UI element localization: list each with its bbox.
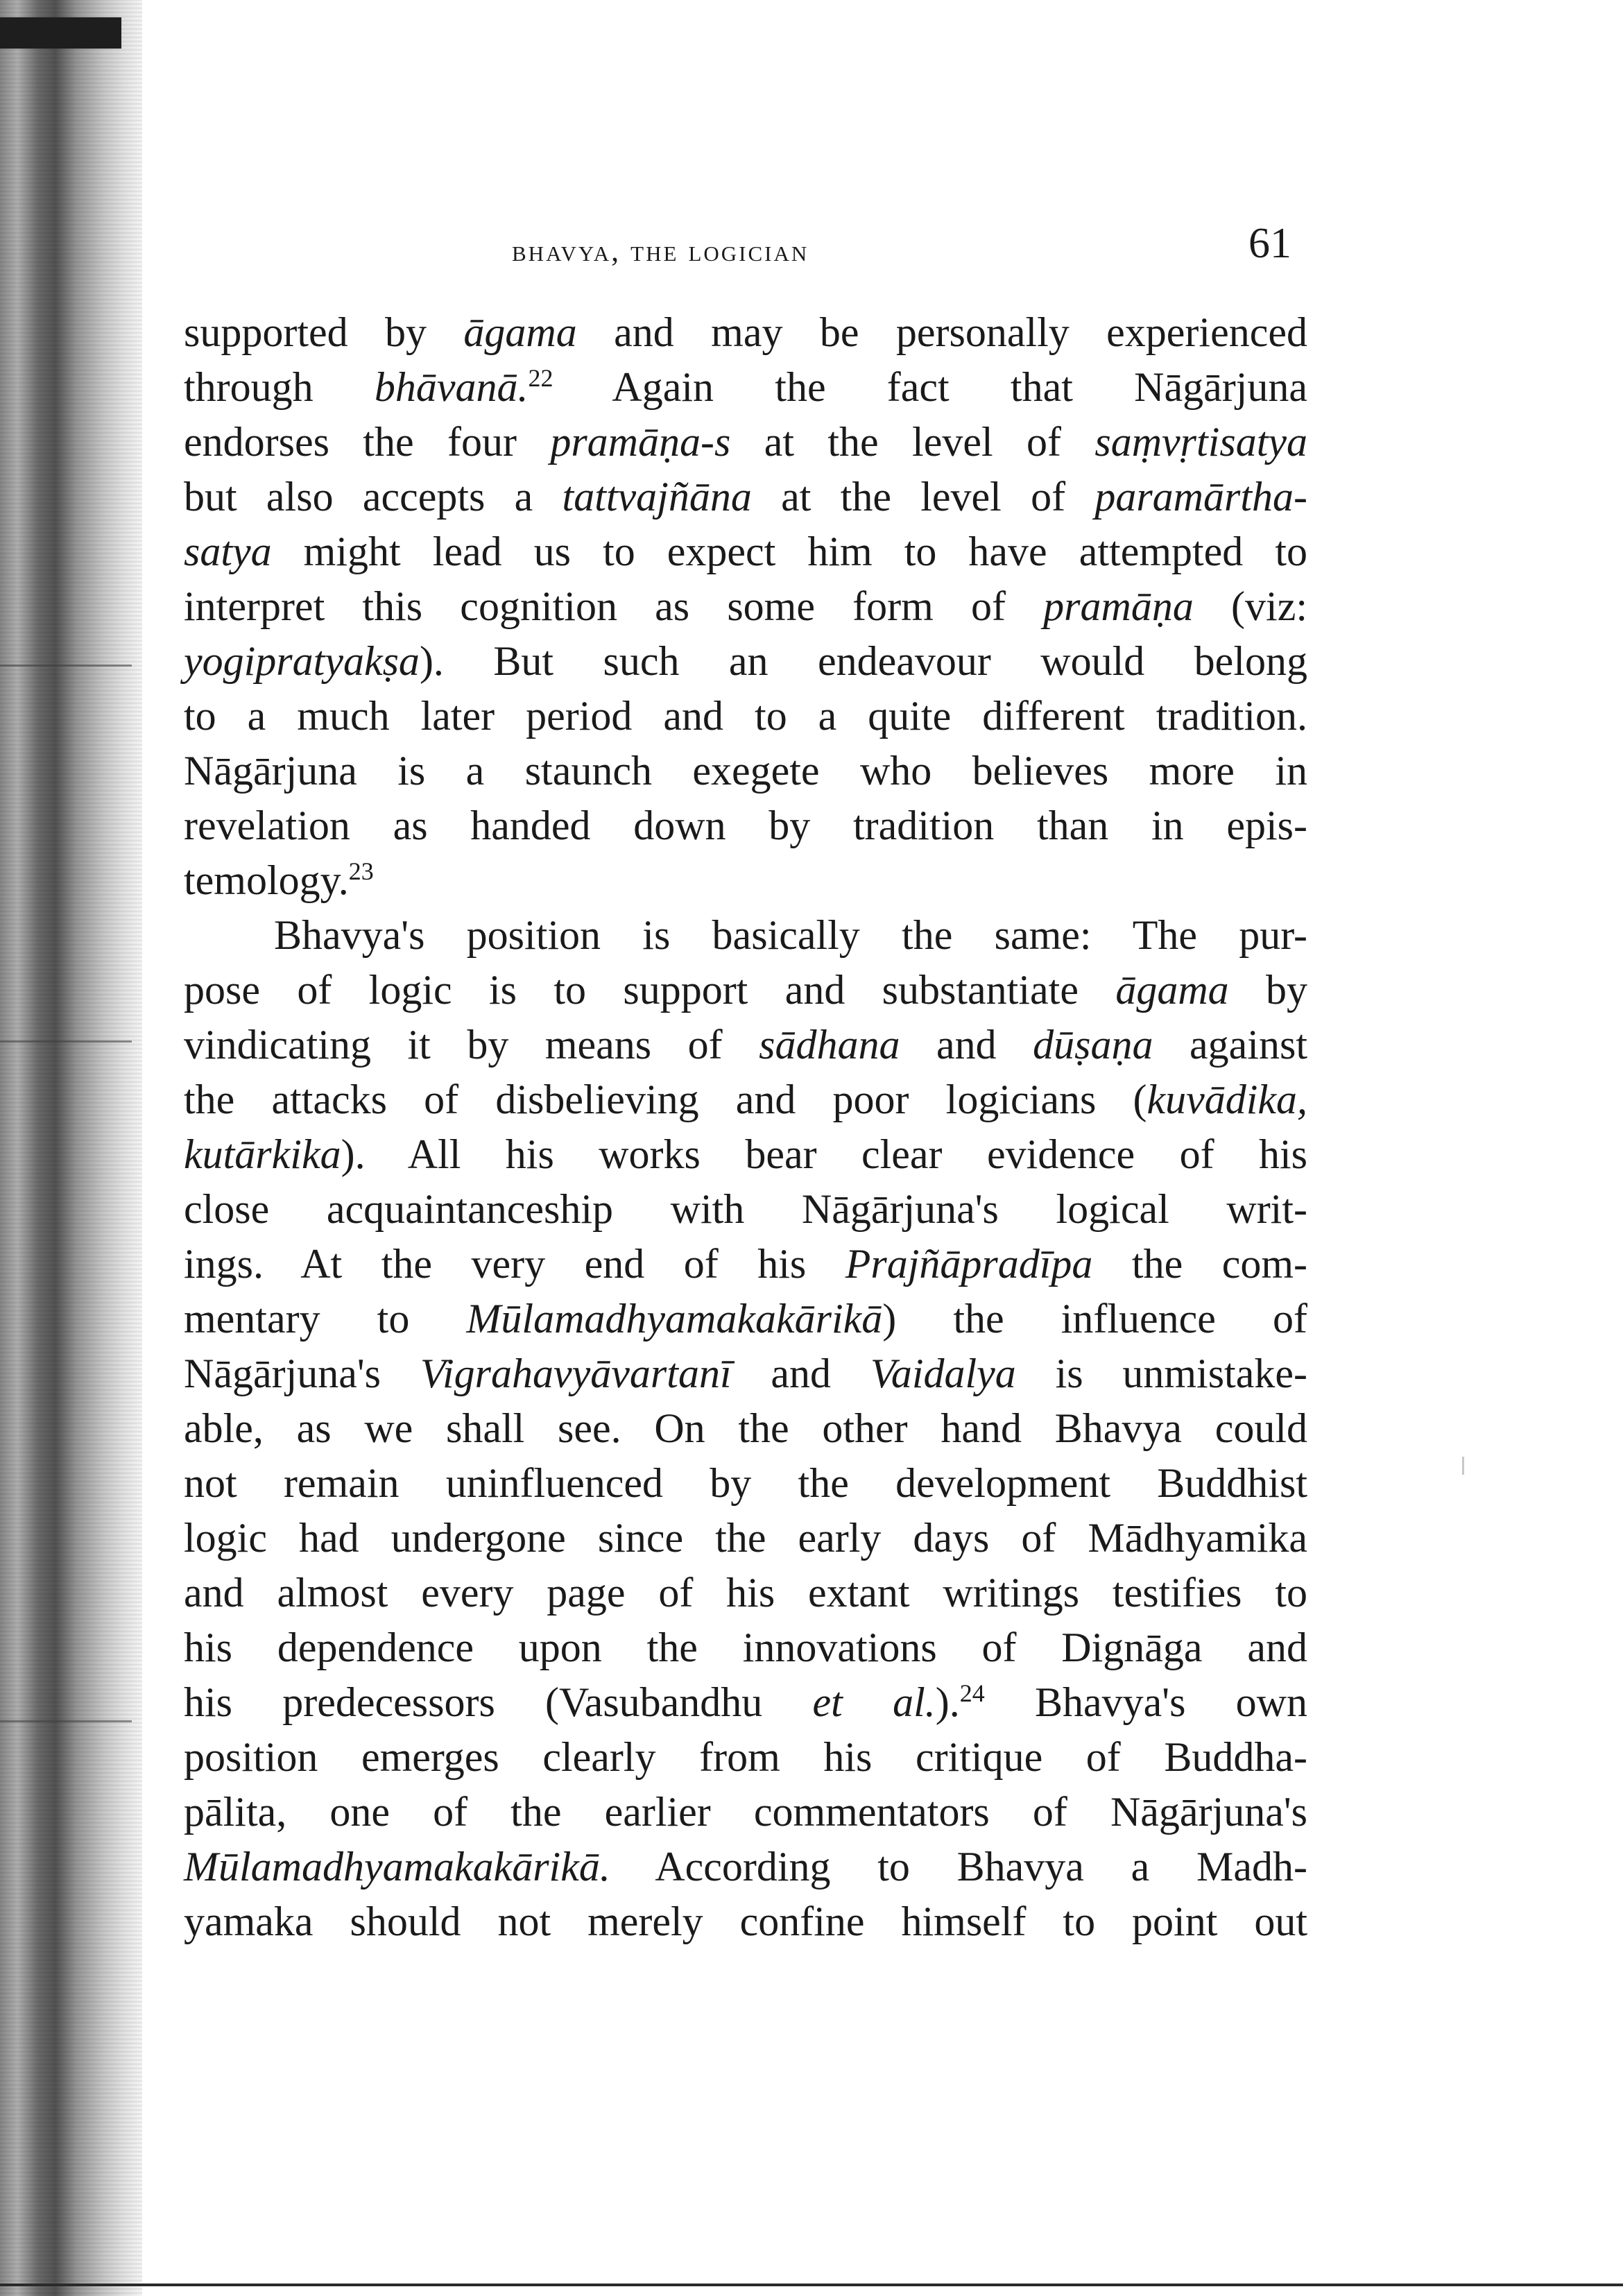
text-line: to a much later period and to a quite different tradition. [184,693,1307,739]
text-line: and almost every page of his extant writings testifies to [184,1570,1307,1616]
text-line: vindicating it by means of sādhana and dūṣaṇa against [184,1022,1307,1068]
text-line: not remain uninfluenced by the development Buddhist [184,1460,1307,1506]
text-line: pālita, one of the earlier commentators of Nāgārjuna's [184,1789,1307,1835]
text-line: pose of logic is to support and substantiate āgama by [184,967,1308,1013]
text-line: temology.$^{23}$ [184,857,374,903]
text-line: revelation as handed down by tradition than in epis- [184,803,1307,848]
scan-edge-mark [0,1040,132,1043]
text-line: mentary to Mūlamadhyamakakārikā) the influence of [184,1296,1307,1342]
scan-bottom-edge [0,2284,1623,2286]
text-line: Nāgārjuna is a staunch exegete who believes more in [184,748,1307,794]
scan-edge-mark [1462,1457,1464,1475]
footnote-ref: 24 [959,1679,985,1707]
body-text [184,305,1307,1949]
text-line: close acquaintanceship with Nāgārjuna's logical writ- [184,1186,1307,1232]
text-line: satya might lead us to expect him to have attempted to [184,529,1307,574]
scan-binding-shadow [0,0,142,2296]
footnote-ref: 23 [348,857,374,885]
text-line: Bhavya's position is basically the same: The pur- [274,912,1307,958]
page-number: 61 [1248,220,1291,267]
text-line: endorses the four pramāṇa-s at the level of saṃvṛtisatya [184,419,1308,465]
text-line: his dependence upon the innovations of Dignāga and [184,1625,1307,1670]
text-line: through bhāvanā.$^{22}$ Again the fact that Nāgārjuna [184,364,1307,410]
text-line: ings. At the very end of his Prajñāpradīpa the com- [184,1241,1307,1287]
text-line: supported by āgama and may be personally experienced [184,309,1307,355]
text-line: logic had undergone since the early days of Mādhyamika [184,1515,1307,1561]
text-line: Mūlamadhyamakakārikā. According to Bhavya a Madh- [184,1844,1307,1890]
text-line: his predecessors (Vasubandhu et al.).$^{24}$ Bhavya's own [184,1679,1307,1725]
text-line: Nāgārjuna's Vigrahavyāvartanī and Vaidalya is unmistake- [184,1351,1307,1396]
text-line: position emerges clearly from his critique of Buddha- [184,1734,1307,1780]
text-line: interpret this cognition as some form of pramāṇa (viz: [184,583,1308,629]
scan-edge-mark [0,17,121,49]
running-head: bhavya, the logician [512,234,809,268]
text-line: the attacks of disbelieving and poor logicians (kuvādika, [184,1077,1307,1122]
footnote-ref: 22 [528,364,553,392]
text-line: kutārkika). All his works bear clear evidence of his [184,1131,1307,1177]
scan-edge-mark [0,1720,132,1722]
scan-edge-mark [0,665,132,667]
text-line: yamaka should not merely confine himself to point out [184,1899,1307,1944]
text-line: able, as we shall see. On the other hand Bhavya could [184,1405,1307,1451]
text-line: yogipratyakṣa). But such an endeavour would belong [184,638,1307,684]
text-line: but also accepts a tattvajñāna at the level of paramārtha- [184,474,1307,520]
